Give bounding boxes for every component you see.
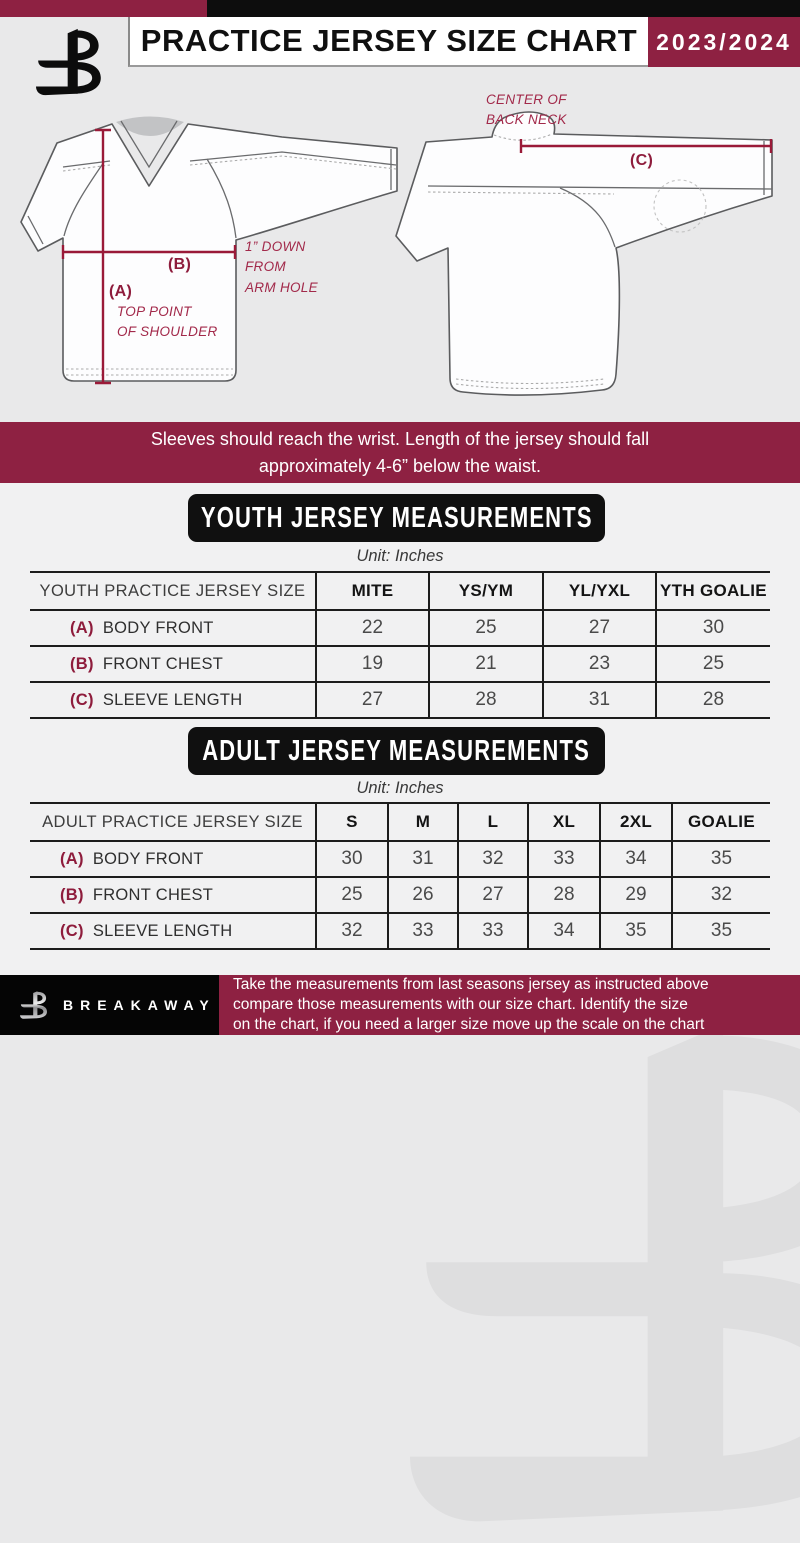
column-header: S	[316, 803, 388, 841]
page-title: PRACTICE JERSEY SIZE CHART	[140, 23, 638, 58]
table-row	[30, 841, 770, 877]
table-cell: 32	[316, 913, 388, 949]
table-cell: 33	[458, 913, 528, 949]
table-cell: 30	[656, 610, 770, 646]
table-row	[30, 682, 770, 718]
table-cell: 28	[656, 682, 770, 718]
table-cell: 28	[528, 877, 600, 913]
table-cell: 30	[316, 841, 388, 877]
footer-instruction-line: compare those measurements with our size chart. Identify the size	[233, 995, 688, 1013]
table-cell: 29	[600, 877, 672, 913]
table-cell: 33	[528, 841, 600, 877]
table-cell: 26	[388, 877, 458, 913]
watermark-logo-icon	[410, 1003, 800, 1543]
table-row	[30, 610, 770, 646]
table-row	[30, 646, 770, 682]
youth-unit-label: Unit: Inches	[356, 547, 444, 565]
adult-section-title: ADULT JERSEY MEASUREMENTS	[202, 734, 591, 767]
table-cell: 28	[429, 682, 543, 718]
table-cell: 19	[316, 646, 429, 682]
season-badge	[648, 17, 800, 67]
footer-brand-name: BREAKAWAY	[63, 997, 216, 1013]
table-cell: 35	[672, 913, 770, 949]
adult-unit-label: Unit: Inches	[356, 779, 444, 797]
column-header: YL/YXL	[543, 572, 656, 610]
column-header: MITE	[316, 572, 429, 610]
table-cell: 34	[528, 913, 600, 949]
label-c: (C)	[630, 152, 654, 169]
youth-section-title: YOUTH JERSEY MEASUREMENTS	[200, 501, 593, 534]
column-header: M	[388, 803, 458, 841]
jersey-diagrams	[0, 90, 800, 425]
table-row	[30, 913, 770, 949]
footer-instructions	[219, 975, 800, 1035]
table-cell: 35	[672, 841, 770, 877]
label-b: (B)	[168, 256, 192, 273]
table-cell: 27	[316, 682, 429, 718]
row-label: (A) BODY FRONT	[70, 618, 214, 637]
adult-size-table	[30, 802, 770, 950]
table-cell: 21	[429, 646, 543, 682]
footer-instruction-line: Take the measurements from last seasons jersey as instructed above	[233, 975, 709, 993]
table-cell: 27	[543, 610, 656, 646]
row-label: (C) SLEEVE LENGTH	[60, 921, 233, 940]
table-cell: 22	[316, 610, 429, 646]
adult-section-header	[188, 727, 605, 775]
table-cell: 25	[316, 877, 388, 913]
table-cell: 31	[388, 841, 458, 877]
label-c-caption: CENTER OF BACK NECK	[486, 92, 567, 128]
row-label: (B) FRONT CHEST	[60, 885, 214, 904]
label-b-caption: 1” DOWN FROM ARM HOLE	[245, 239, 318, 295]
column-header: YOUTH PRACTICE JERSEY SIZE	[39, 581, 306, 600]
table-row	[30, 877, 770, 913]
column-header: YTH GOALIE	[656, 572, 770, 610]
column-header: ADULT PRACTICE JERSEY SIZE	[42, 812, 303, 831]
column-header: L	[458, 803, 528, 841]
youth-size-table	[30, 571, 770, 719]
table-cell: 27	[458, 877, 528, 913]
table-cell: 33	[388, 913, 458, 949]
fit-note-line: approximately 4-6” below the waist.	[258, 455, 542, 476]
footer-instruction-line: on the chart, if you need a larger size move up the scale on the chart	[233, 1016, 705, 1034]
table-cell: 34	[600, 841, 672, 877]
label-a-caption: TOP POINT OF SHOULDER	[117, 304, 218, 340]
table-header-row	[30, 803, 770, 841]
table-cell: 25	[656, 646, 770, 682]
top-strip-maroon	[0, 0, 207, 17]
row-label: (A) BODY FRONT	[60, 849, 204, 868]
row-label: (B) FRONT CHEST	[70, 654, 224, 673]
table-cell: 35	[600, 913, 672, 949]
fit-note-banner	[0, 422, 800, 483]
top-strip-black	[207, 0, 800, 17]
column-header: 2XL	[600, 803, 672, 841]
column-header: YS/YM	[429, 572, 543, 610]
youth-section-header	[188, 494, 605, 542]
table-cell: 32	[458, 841, 528, 877]
column-header: GOALIE	[672, 803, 770, 841]
column-header: XL	[528, 803, 600, 841]
footer-brand-block	[0, 975, 219, 1035]
breakaway-logo-icon	[20, 988, 50, 1022]
row-label: (C) SLEEVE LENGTH	[70, 690, 243, 709]
table-header-row	[30, 572, 770, 610]
label-a: (A)	[109, 283, 133, 300]
table-cell: 31	[543, 682, 656, 718]
page-title-box	[128, 17, 648, 67]
table-cell: 32	[672, 877, 770, 913]
table-cell: 25	[429, 610, 543, 646]
table-cell: 23	[543, 646, 656, 682]
fit-note-line: Sleeves should reach the wrist. Length of the jersey should fall	[150, 428, 650, 449]
season-text: 2023/2024	[656, 28, 792, 55]
